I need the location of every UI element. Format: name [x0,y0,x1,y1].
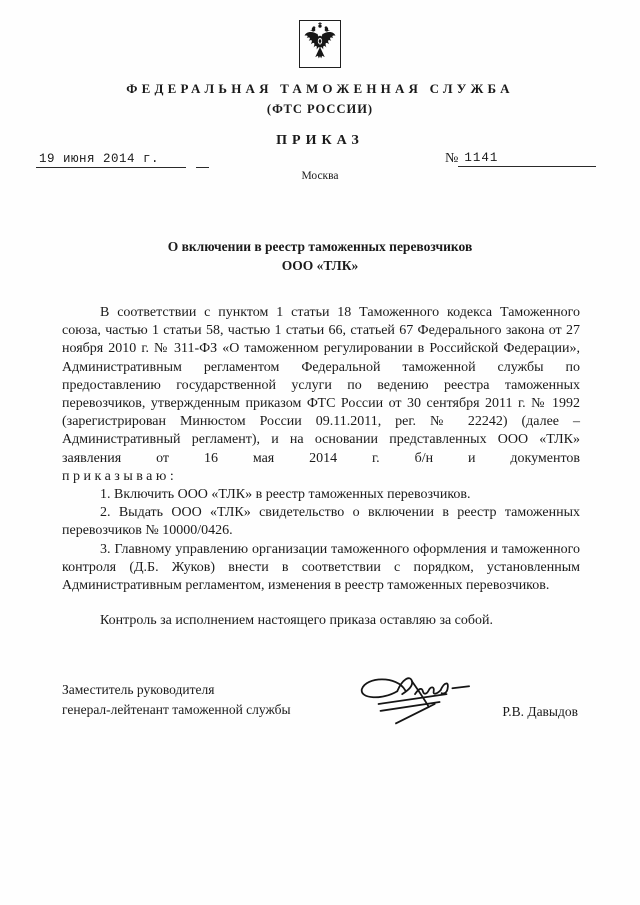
document-number-block [445,150,596,167]
document-title [0,237,640,275]
document-title-line2: ООО «ТЛК» [281,258,359,273]
signer-position-line1: Заместитель руководителя [62,682,215,698]
coat-of-arms-frame [299,20,341,68]
handwritten-signature-icon [350,664,478,750]
order-item-1: 1. Включить ООО «ТЛК» в реестр таможенных перевозчиков. [100,487,471,503]
document-number: 1141 [458,150,596,167]
city-label: Москва [301,170,339,182]
document-title-line1: О включении в реестр таможенных перевозчиков [167,239,473,254]
signer-position-line2: генерал-лейтенант таможенной службы [62,701,291,717]
number-sign: № [445,151,459,166]
document-date: 19 июня 2014 г. [36,152,186,168]
order-word: приказываю: [62,468,178,484]
org-name: ФЕДЕРАЛЬНАЯ ТАМОЖЕННАЯ СЛУЖБА [126,81,514,96]
org-abbreviation: (ФТС РОССИИ) [266,102,374,116]
signer-position [62,680,291,719]
control-paragraph: Контроль за исполнением настоящего приказа оставляю за собой. [100,613,494,629]
order-item-3: 3. Главному управлению организации таможенного оформления и таможенного контроля (Д.Б. Жуков) внести в соответствии с порядком, установленным Административным регламентом, изменения в реестр таможенных перевозчиков. [62,541,580,594]
signature-block [62,680,580,740]
preamble-paragraph: В соответствии с пунктом 1 статьи 18 Таможенного кодекса Таможенного союза, частью 1 статьи 58, частью 1 статьи 66, статьей 67 Федерального закона от 27 ноября 2010 г. № 311-ФЗ «О таможенном регулировании в Российской Федерации», Административным регламентом Федеральной таможенной службы по предоставлению государственной услуги по ведению реестра таможенных перевозчиков, утвержденным приказом ФТС России от 30 сентября 2011 г. № 1992 (зарегистрирован Минюстом России 09.11.2011, рег. № 22242) (далее – Административный регламент), и на основании представленных ООО «ТЛК» заявления от 16 мая 2014 г. б/н и документов [62,305,580,466]
signer-name: Р.В. Давыдов [502,704,578,720]
document-type-heading: ПРИКАЗ [276,133,364,148]
double-headed-eagle-icon [302,21,338,68]
document-body [62,304,580,630]
underline-dash [196,167,209,168]
date-number-line [0,152,640,168]
order-item-2: 2. Выдать ООО «ТЛК» свидетельство о включении в реестр таможенных перевозчиков № 10000/0426. [62,505,580,539]
